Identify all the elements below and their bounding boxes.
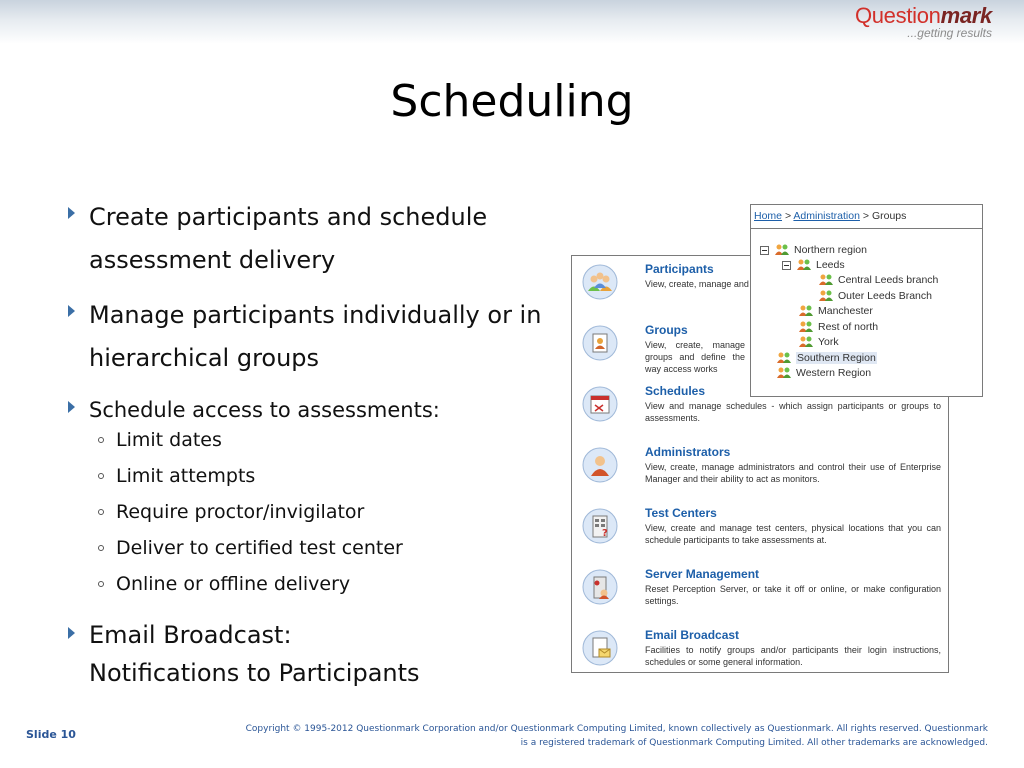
breadcrumb-current: Groups (871, 210, 907, 222)
logo-part-question: Question (854, 3, 941, 28)
circle-bullet-icon (98, 581, 104, 587)
breadcrumb (751, 205, 982, 229)
group-people-icon (798, 335, 814, 349)
test-center-icon (582, 508, 618, 544)
participants-icon (582, 264, 618, 300)
collapse-toggle-icon[interactable] (782, 261, 791, 270)
sub-bullet-text: Limit attempts (116, 465, 256, 487)
bullet-text (89, 616, 420, 692)
breadcrumb-separator: > (784, 210, 792, 222)
sub-bullet-item (96, 494, 582, 530)
tree-node[interactable] (798, 335, 839, 349)
tree-node-label[interactable]: York (818, 336, 839, 348)
tree-node[interactable] (818, 289, 932, 303)
sub-bullet-text: Deliver to certified test center (116, 537, 403, 559)
tree-node-selected[interactable] (776, 351, 877, 365)
circle-bullet-icon (98, 437, 104, 443)
group-people-icon (798, 320, 814, 334)
breadcrumb-administration-link[interactable]: Administration (793, 210, 860, 222)
sub-bullet-item (96, 530, 582, 566)
svg-text:?: ? (602, 528, 608, 539)
bullet-item (62, 196, 582, 282)
tree-node-label[interactable]: Rest of north (818, 321, 879, 333)
admin-item-description: View, create and manage test centers, physical locations that you can schedule participants to take assessments at. (645, 523, 941, 545)
admin-item-description: View, create, manage and (645, 279, 749, 289)
bullet-arrow-icon (68, 207, 75, 219)
copyright-line: is a registered trademark of Questionmark Computing Limited. All other trademarks are acknowledged. (520, 738, 988, 748)
admin-item-title[interactable]: Server Management (645, 567, 760, 581)
slide-title: Scheduling (390, 76, 634, 127)
circle-bullet-icon (98, 509, 104, 515)
bullet-arrow-icon (68, 627, 75, 639)
copyright-line: Copyright © 1995-2012 Questionmark Corporation and/or Questionmark Computing Limited, known collectively as Questionmark. All rights reserved. Questionmark (245, 724, 988, 734)
admin-item-description: View, create, manage groups and define the way access works (645, 340, 745, 374)
admin-item-title[interactable]: Email Broadcast (645, 628, 740, 642)
admin-item-description: Facilities to notify groups and/or participants their login instructions, schedules or some general information. (645, 645, 941, 667)
admin-item-description: View and manage schedules - which assign participants or groups to assessments. (645, 401, 941, 423)
circle-bullet-icon (98, 545, 104, 551)
admin-item-title[interactable]: Test Centers (645, 506, 717, 520)
admin-item-email-broadcast[interactable] (572, 622, 948, 682)
tree-node[interactable] (776, 366, 871, 380)
circle-bullet-icon (98, 473, 104, 479)
bullet-arrow-icon (68, 305, 75, 317)
sub-bullet-item (96, 566, 582, 602)
group-people-icon (818, 273, 834, 287)
bullet-item (62, 294, 582, 380)
tree-node[interactable] (798, 320, 878, 334)
tree-node-label[interactable]: Leeds (816, 259, 845, 271)
tree-node-label[interactable]: Southern Region (797, 352, 876, 364)
tree-node-label[interactable]: Manchester (818, 305, 873, 317)
admin-item-title[interactable]: Groups (645, 323, 688, 337)
bullet-text: Manage participants individually or in hierarchical groups (89, 301, 542, 372)
bullet-line-2: Notifications to Participants (89, 659, 420, 687)
group-people-icon (796, 258, 812, 272)
breadcrumb-home-link[interactable]: Home (754, 210, 783, 222)
tree-node[interactable] (798, 304, 873, 318)
bullet-line-1: Email Broadcast: (89, 621, 292, 649)
group-people-icon (776, 366, 792, 380)
tree-node-label[interactable]: Western Region (796, 367, 872, 379)
group-people-icon (776, 351, 792, 365)
logo-tagline: ...getting results (907, 26, 992, 40)
tree-node-label[interactable]: Central Leeds branch (838, 274, 939, 286)
admin-item-description: Reset Perception Server, or take it off or online, or make configuration settings. (645, 584, 941, 606)
questionmark-logo (855, 5, 992, 40)
groups-tree-panel (750, 204, 983, 397)
group-people-icon (798, 304, 814, 318)
slide-number: Slide 10 (26, 728, 76, 741)
tree-node[interactable] (760, 243, 867, 257)
admin-item-title[interactable]: Participants (645, 262, 714, 276)
sub-bullet-text: Limit dates (116, 429, 222, 451)
tree-node-label[interactable]: Northern region (794, 244, 867, 256)
server-icon (582, 569, 618, 605)
email-broadcast-icon (582, 630, 618, 666)
sub-bullet-text: Require proctor/invigilator (116, 501, 365, 523)
bullet-text: Schedule access to assessments: (89, 398, 440, 422)
admin-item-title[interactable]: Schedules (645, 384, 706, 398)
tree-node[interactable] (782, 258, 845, 272)
breadcrumb-separator: > (862, 210, 870, 222)
logo-part-mark: mark (940, 3, 992, 28)
admin-item-test-centers[interactable] (572, 500, 948, 560)
bullet-item (62, 616, 582, 692)
admin-item-title[interactable]: Administrators (645, 445, 731, 459)
bullet-arrow-icon (68, 401, 75, 413)
tree-node[interactable] (818, 273, 938, 287)
admin-item-administrators[interactable] (572, 439, 948, 499)
collapse-toggle-icon[interactable] (760, 246, 769, 255)
calendar-icon (582, 386, 618, 422)
admin-item-server-management[interactable] (572, 561, 948, 621)
administrator-icon (582, 447, 618, 483)
groups-icon (582, 325, 618, 361)
sub-bullet-text: Online or offline delivery (116, 573, 351, 595)
sub-bullet-list (62, 422, 582, 602)
copyright-notice (208, 722, 988, 750)
bullet-text: Create participants and schedule assessment delivery (89, 203, 488, 274)
admin-item-description: View, create, manage administrators and control their use of Enterprise Manager and their ability to act as monitors. (645, 462, 941, 484)
sub-bullet-item (96, 458, 582, 494)
group-people-icon (818, 289, 834, 303)
group-people-icon (774, 243, 790, 257)
bullet-list (62, 196, 582, 704)
tree-node-label[interactable]: Outer Leeds Branch (838, 290, 932, 302)
